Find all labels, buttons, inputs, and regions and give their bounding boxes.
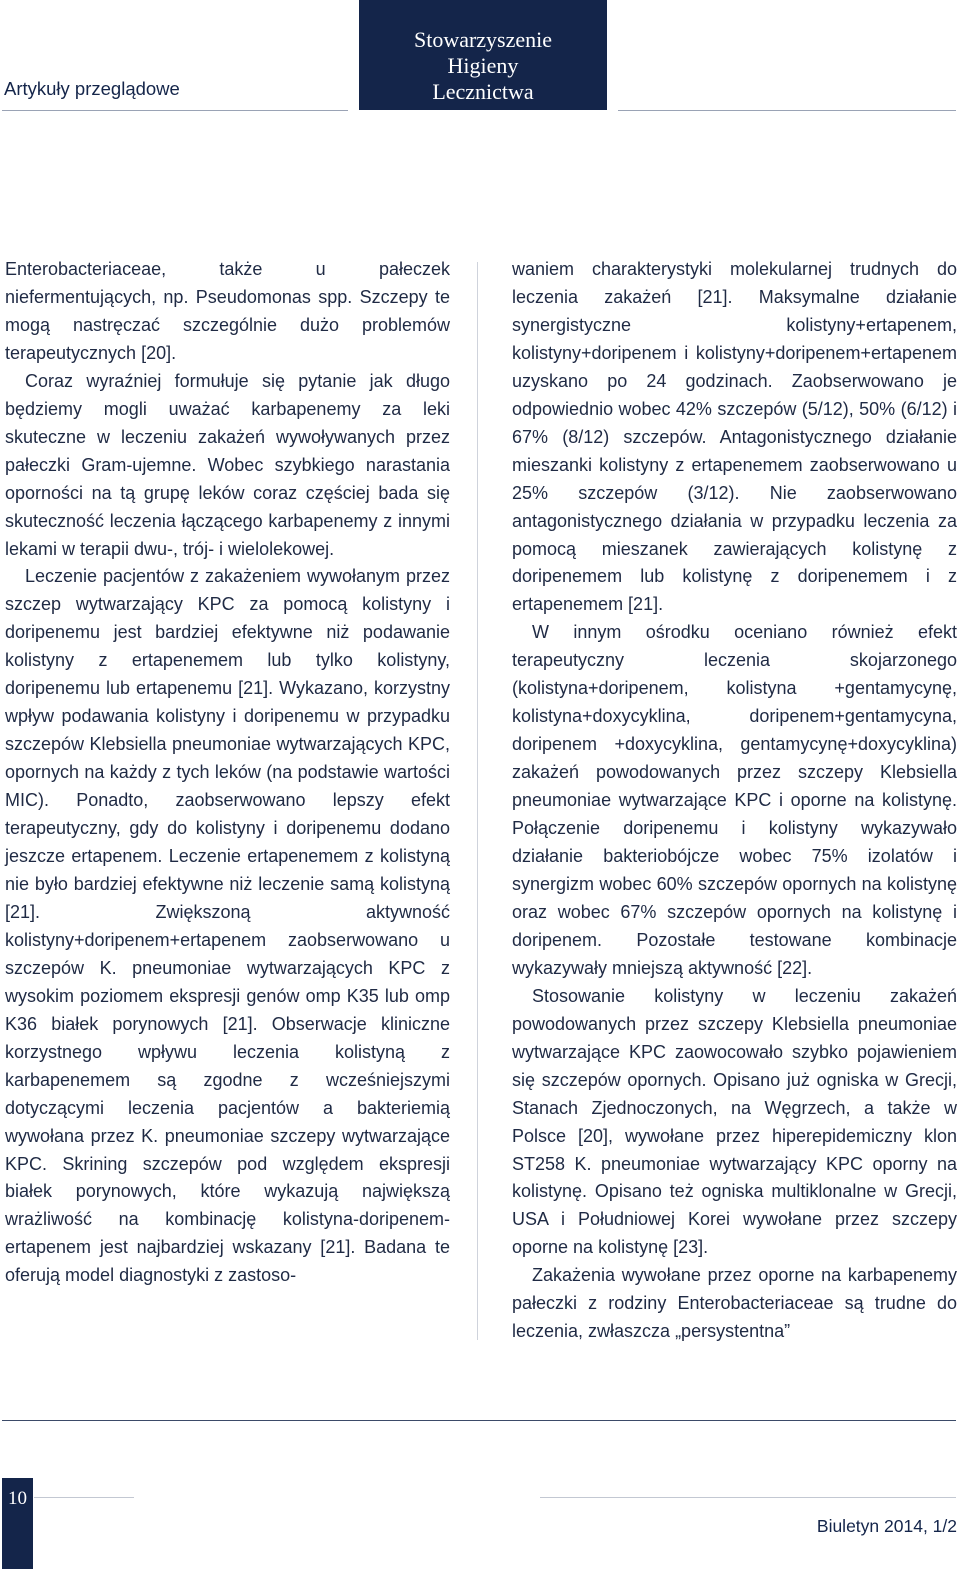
publisher-logo (359, 0, 607, 110)
left-paragraph-1: Enterobacteriaceae, także u pałeczek niefermentujących, np. Pseudomonas spp. Szczepy te mogą nastręczać szczególnie dużo problemów terapeutycznych [20]. (5, 259, 450, 363)
footer-rule-left (34, 1497, 134, 1498)
right-text-column (512, 256, 957, 1346)
column-divider (477, 262, 478, 1340)
right-paragraph-1: waniem charakterystyki molekularnej trudnych do leczenia zakażeń [21]. Maksymalne działanie synergistyczne kolistyny+ertapenem, kolistyny+doripenem i kolistyny+doripenem+ertapenem uzyskano po 24 godzinach. Zaobserwowano je odpowiednio wobec 42% szczepów (5/12), 50% (6/12) i 67% (8/12) szczepów. Antagonistycznego działanie mieszanki kolistyny z ertapenemem zaobserwowano u 25% szczepów (3/12). Nie zaobserwowano antagonistycznego działania w przypadku leczenia za pomocą mieszanek zawierających kolistynę z doripenemem lub kolistynę z doripenemem i z ertapenemem [21]. (512, 259, 957, 615)
footer-rule (2, 1420, 956, 1421)
header-rule-right (618, 110, 956, 111)
header-rule-left (2, 110, 348, 111)
section-title: Artykuły przeglądowe (4, 78, 180, 99)
page-number: 10 (2, 1478, 33, 1569)
left-paragraph-2: Coraz wyraźniej formułuje się pytanie jak długo będziemy mogli uważać karbapenemy za leki skuteczne w leczeniu zakażeń wywoływanych przez pałeczki Gram-ujemne. Wobec szybkiego narastania oporności na tą grupę leków coraz częściej bada się skuteczność leczenia łączącego karbapenemy z innymi lekami w terapii dwu-, trój- i wielolekowej. (5, 370, 450, 559)
right-paragraph-4: Zakażenia wywołane przez oporne na karbapenemy pałeczki z rodziny Enterobacteriaceae są trudne do leczenia, zwłaszcza „persystentna” (512, 1265, 957, 1342)
footer-rule-right (540, 1497, 956, 1498)
logo-line-3: Lecznictwa (432, 79, 534, 104)
logo-line-2: Higieny (447, 53, 519, 78)
logo-line-1: Stowarzyszenie (413, 27, 553, 52)
right-paragraph-2: W innym ośrodku oceniano również efekt terapeutyczny leczenia skojarzonego (kolistyna+doripenem, kolistyna +gentamycynę, kolistyna+doxycyklina, doripenem+gentamycyna, doripenem +doxycyklina, gentamycynę+doxycyklina) zakażeń powodowanych przez szczepy Klebsiella pneumoniae wytwarzające KPC i oporne na kolistynę. Połączenie doripenemu i kolistyny wykazywało działanie bakteriobójcze wobec 75% izolatów i synergizm wobec 60% szczepów opornych na kolistynę oraz wobec 67% szczepów opornych na kolistynę i doripenem. Pozostałe testowane kombinacje wykazywały mniejszą aktywność [22]. (512, 622, 957, 978)
left-text-column (5, 256, 450, 1290)
issue-label: Biuletyn 2014, 1/2 (816, 1516, 957, 1536)
left-paragraph-3: Leczenie pacjentów z zakażeniem wywołanym przez szczep wytwarzający KPC za pomocą kolistyny i doripenemu jest bardziej efektywne niż podawanie kolistyny z ertapenemem lub tylko kolistyny, doripenemu lub ertapenemu [21]. Wykazano, korzystny wpływ podawania kolistyny i doripenemu w przypadku szczepów Klebsiella pneumoniae wytwarzających KPC, opornych na każdy z tych leków (na podstawie wartości MIC). Ponadto, zaobserwowano lepszy efekt terapeutyczny, gdy do kolistyny i doripenemu dodano jeszcze ertapenem. Leczenie ertapenemem z kolistyną nie było bardziej efektywne niż leczenie samą kolistyną [21]. Zwiększoną aktywność kolistyny+doripenem+ertapenem zaobserwowano u szczepów K. pneumoniae wytwarzających KPC z wysokim poziomem ekspresji genów omp K35 lub omp K36 białek porynowych [21]. Obserwacje kliniczne korzystnego wpływu leczenia kolistyną z karbapenemem są zgodne z wcześniejszymi dotyczącymi leczenia pacjentów a bakteriemią wywołana przez K. pneumoniae szczepy wytwarzające KPC. Skrining szczepów pod względem ekspresji białek porynowych, które wykazują największą wrażliwość na kombinację kolistyna-doripenem-ertapenem jest najbardziej wskazany [21]. Badana te oferują model diagnostyki z zastoso- (5, 566, 450, 1286)
right-paragraph-3: Stosowanie kolistyny w leczeniu zakażeń powodowanych przez szczepy Klebsiella pneumoniae wytwarzające KPC zaowocowało szybko pojawieniem się szczepów opornych. Opisano już ogniska w Grecji, Stanach Zjednoczonych, na Węgrzech, a także w Polsce [20], wywołane przez hiperepidemiczny klon ST258 K. pneumoniae wytwarzający KPC oporny na kolistynę. Opisano też ogniska multiklonalne w Grecji, USA i Południowej Korei wywołane przez szczepy oporne na kolistynę [23]. (512, 985, 957, 1258)
